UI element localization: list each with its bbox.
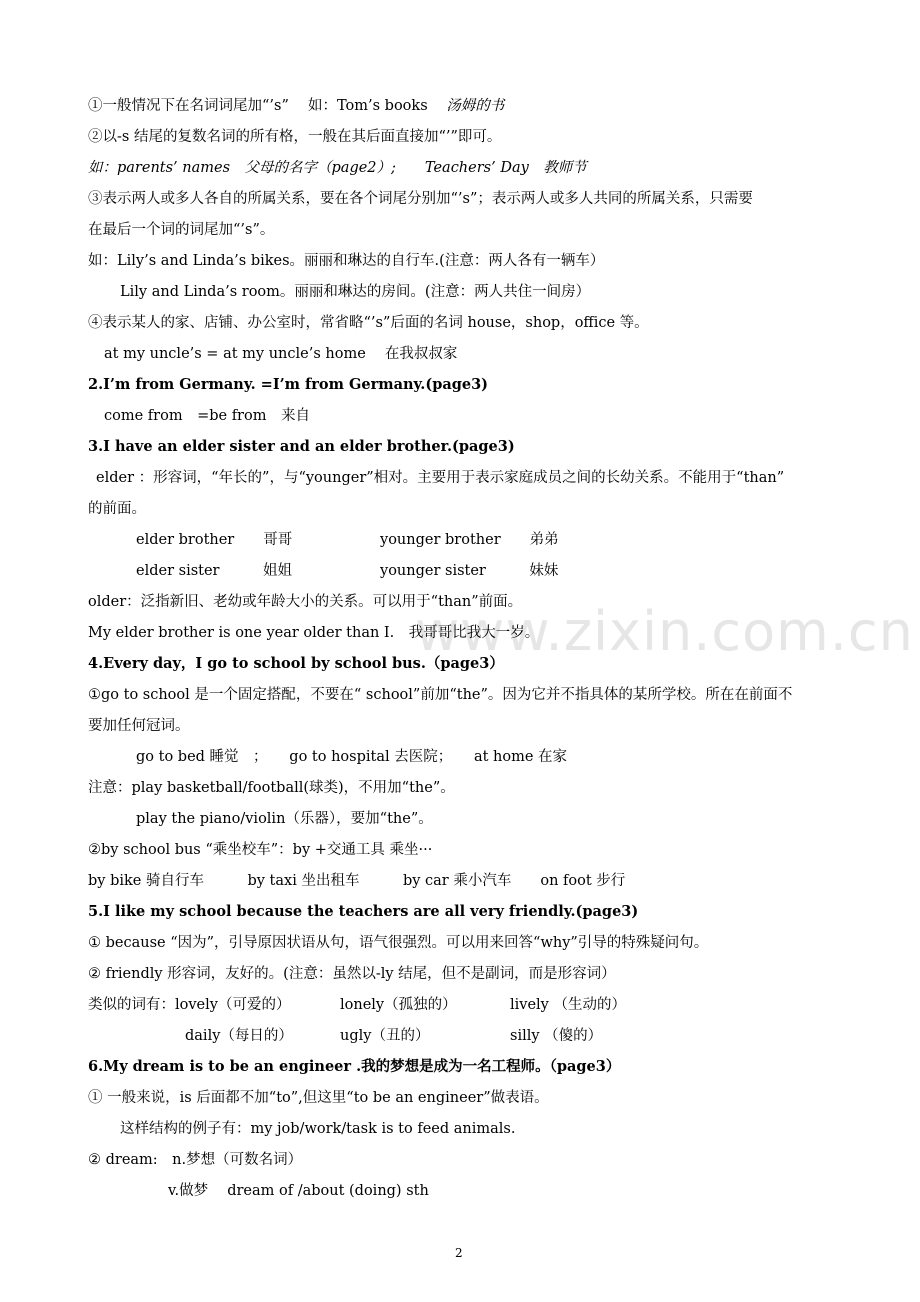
phrase-line-21: by bike 骑自行车 by taxi 坐出租车 by car 乘小汽车 on foot 步行 (88, 873, 626, 889)
rule-line-22: ① because “因为”，引导原因状语从句，语气很强烈。可以用来回答“why”引导的特殊疑问句。 (88, 935, 709, 951)
rule-line-16: 要加任何冠词。 (88, 718, 190, 734)
rule-line-26: ① 一般来说，is 后面都不加“to”,但这里“to be an engineer”做表语。 (88, 1090, 549, 1106)
heading-3: 3.I have an elder sister and an elder brother.(page3) (88, 438, 515, 455)
example-line-6: 如：Lily’s and Linda’s bikes。丽丽和琳达的自行车.(注意：两人各有一辆车） (88, 253, 605, 269)
heading-5: 5.I like my school because the teachers are all very friendly.(page3) (88, 903, 639, 920)
example-line-14: My elder brother is one year older than I. 我哥哥比我大一岁。 (88, 625, 540, 641)
vocab-row-1-left: elder brother 哥哥 (136, 532, 293, 548)
similar-word-ugly: ugly（丑的） (340, 1028, 430, 1044)
example-line-7: Lily and Linda’s room。丽丽和琳达的房间。(注意：两人共住一间房） (120, 284, 591, 300)
vocab-row-1-right: younger brother 弟弟 (380, 532, 559, 548)
note-line-19: play the piano/violin（乐器），要加“the”。 (136, 811, 433, 827)
rule-line-20: ②by school bus “乘坐校车”：by +交通工具 乘坐··· (88, 842, 433, 858)
rule-line-4: ③表示两人或多人各自的所属关系，要在各个词尾分别加“’s”；表示两人或多人共同的所属关系，只需要 (88, 191, 753, 207)
watermark: www.zixin.com.cn (415, 600, 914, 663)
similar-word-lively: lively （生动的） (510, 997, 626, 1013)
heading-2: 2.I’m from Germany. =I’m from Germany.(page3) (88, 376, 489, 393)
rule-line-29: v.做梦 dream of /about (doing) sth (168, 1183, 429, 1199)
rule-line-1 (88, 96, 504, 116)
rule-line-5: 在最后一个词的词尾加“’s”。 (88, 222, 275, 238)
similar-word-lonely: lonely（孤独的） (340, 997, 457, 1013)
rule-line-8: ④表示某人的家、店铺、办公室时，常省略“’s”后面的名词 house，shop，office 等。 (88, 315, 649, 331)
rule-line-15: ①go to school 是一个固定搭配，不要在“ school”前加“the”。因为它并不指具体的某所学校。所在在前面不 (88, 687, 793, 703)
heading-6: 6.My dream is to be an engineer .我的梦想是成为一名工程师。（page3） (88, 1058, 621, 1075)
similar-words-label: 类似的词有：lovely（可爱的） (88, 997, 291, 1013)
example-line-9: at my uncle’s = at my uncle’s home 在我叔叔家 (104, 346, 458, 362)
phrase-line-17: go to bed 睡觉 ； go to hospital 去医院； at home 在家 (136, 749, 568, 765)
phrase-line-10: come from =be from 来自 (104, 408, 310, 424)
example-line-3: 如：parents’ names 父母的名字（page2）; Teachers’ Day 教师节 (88, 160, 587, 176)
page-number: 2 (455, 1246, 463, 1260)
similar-word-daily: daily（每日的） (185, 1028, 293, 1044)
example-line-27: 这样结构的例子有：my job/work/task is to feed animals. (120, 1121, 516, 1137)
note-line-18: 注意：play basketball/football(球类)，不用加“the”。 (88, 780, 455, 796)
rule-line-1-text: ①一般情况下在名词词尾加“’s” 如：Tom’s books (88, 98, 428, 114)
vocab-row-2-left: elder sister 姐姐 (136, 563, 292, 579)
rule-line-2: ②以-s 结尾的复数名词的所有格，一般在其后面直接加“’”即可。 (88, 129, 502, 145)
rule-line-23: ② friendly 形容词，友好的。(注意：虽然以-ly 结尾，但不是副词，而是形容词） (88, 966, 616, 982)
heading-4: 4.Every day，I go to school by school bus.（page3） (88, 655, 504, 672)
note-line-12: 的前面。 (88, 501, 146, 517)
rule-line-28: ② dream: n.梦想（可数名词） (88, 1152, 303, 1168)
vocab-row-2-right: younger sister 妹妹 (380, 563, 559, 579)
similar-word-silly: silly （傻的） (510, 1028, 603, 1044)
rule-line-1-translation: 汤姆的书 (446, 98, 505, 114)
note-line-13: older：泛指新旧、老幼或年龄大小的关系。可以用于“than”前面。 (88, 594, 523, 610)
note-line-11: elder ：形容词，“年长的”，与“younger”相对。主要用于表示家庭成员之间的长幼关系。不能用于“than” (96, 470, 785, 486)
